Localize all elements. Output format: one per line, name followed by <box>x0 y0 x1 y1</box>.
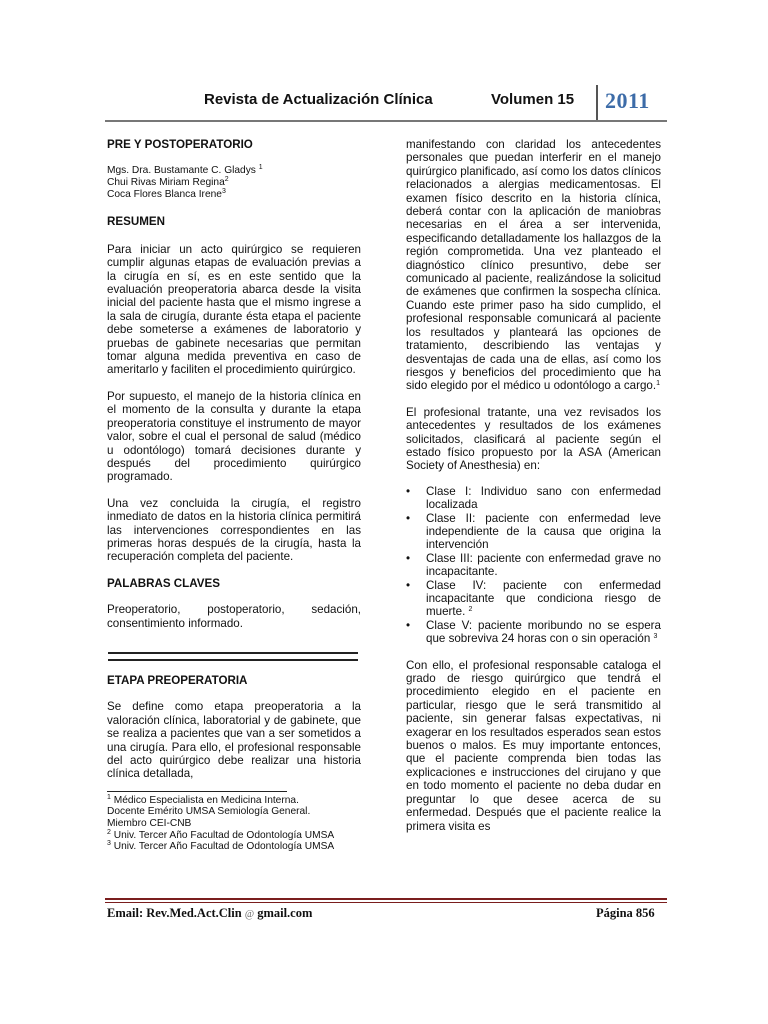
header-separator <box>596 85 598 121</box>
footnote-line: $^3$ Univ. Tercer Año Facultad de Odontología UMSA <box>107 840 335 853</box>
list-item: • Clase II: paciente con enfermedad leve independiente de la causa que origina la intervención <box>406 511 661 552</box>
left-column <box>107 138 361 853</box>
resumen-paragraph-2: Por supuesto, el manejo de la historia clínica en el momento de la consulta y durante la etapa preoperatoria constituye el instrumento de mayor valor, sobre el cual el personal de salud (médico u odontólogo) tomará decisiones durante y después del procedimiento quirúrgico programado. <box>107 389 361 484</box>
keywords-heading: PALABRAS CLAVES <box>107 576 220 590</box>
etapa-heading: ETAPA PREOPERATORIA <box>107 673 248 687</box>
list-item: • Clase III: paciente con enfermedad grave no incapacitante. <box>406 551 661 579</box>
year-label: 2011 <box>605 88 650 113</box>
list-item: • Clase I: Individuo sano con enfermedad localizada <box>406 484 661 512</box>
header-rule <box>105 120 667 122</box>
asa-class-list <box>406 485 661 646</box>
right-column <box>406 138 661 833</box>
right-paragraph-1: manifestando con claridad los antecedentes personales que puedan interferir en el manejo quirúrgico planificado, así como los datos clínicos relacionados a alergias medicamentosas. El examen físico descrito en la historia clínica, deberá contar con la aplicación de maniobras necesarias en el área a ser intervenida, especificando detalladamente los hallazgos de la región comprometida. Una vez planteado el diagnóstico clínico presuntivo, debe ser comunicado al paciente, realizándose la solicitud de exámenes que confirmen la sospecha clínica. Cuando este primer paso ha sido cumplido, el profesional responsable comunicará al paciente los resultados y planteará las opciones de tratamiento, describiendo las ventajas y desventajas de cada una de ellas, así como los riesgos y beneficios del procedimiento que ha sido elegido por el médico u odontólogo a cargo.$^1$ <box>406 138 661 393</box>
etapa-paragraph-1: Se define como etapa preoperatoria a la valoración clínica, laboratorial y de gabinete, que se realiza a pacientes que van a ser sometidos a una cirugía. Para ello, el profesional responsable del acto quirúrgico debe realizar una historia clínica detallada, <box>107 700 361 781</box>
resumen-heading: RESUMEN <box>107 215 165 229</box>
footnote-line: $^1$ Médico Especialista en Medicina Interna. <box>107 793 299 806</box>
footer-rule-thin <box>105 902 667 903</box>
footnote-line: Docente Emérito UMSA Semiología General. <box>107 806 311 818</box>
author-list <box>107 165 361 201</box>
section-divider <box>108 652 358 661</box>
list-item: • Clase V: paciente moribundo no se espera que sobreviva 24 horas con o sin operación $^3$ <box>406 618 661 646</box>
volume-label: Volumen 15 <box>491 91 575 108</box>
resumen-paragraph-1: Para iniciar un acto quirúrgico se requieren cumplir algunas etapas de evaluación previas a la cirugía en sí, es en este sentido que la evaluación preoperatoria abarca desde la visita inicial del paciente hasta que el mismo ingrese a la sala de cirugía, durante ésta etapa el paciente debe someterse a exámenes de laboratorio y pruebas de gabinete necesarias que permitan tomar alguna medida preventiva en caso de ameritarlo y faciliten el procedimiento quirúrgico. <box>107 242 361 377</box>
page-number: Página 856 <box>596 906 655 920</box>
footnote-line: Miembro CEI-CNB <box>107 818 192 829</box>
author-line: Coca Flores Blanca Irene$^3$ <box>107 188 226 201</box>
footer-email: Email: Rev.Med.Act.Clin @ gmail.com <box>107 906 313 920</box>
article-title: PRE Y POSTOPERATORIO <box>107 138 253 151</box>
right-paragraph-3: Con ello, el profesional responsable cataloga el grado de riesgo quirúrgico que tendrá el procedimiento elegido en el paciente en particular, riesgo que le será transmitido al paciente, sin generar falsas expectativas, ni exagerar en los resultados esperados sean estos buenos o malos. Es muy importante entonces, que el paciente comprenda bien todas las explicaciones e instrucciones del cirujano y que en todo momento el paciente no deba dudar en preguntar lo que desee acerca de su enfermedad. Después que el paciente realice la primera visita es <box>406 658 661 833</box>
author-line: Chui Rivas Miriam Regina$^2$ <box>107 176 229 189</box>
footnote-rule <box>107 791 287 792</box>
footer-rule <box>105 898 667 900</box>
keywords-text: Preoperatorio, postoperatorio, sedación, consentimiento informado. <box>107 603 361 630</box>
list-item: • Clase IV: paciente con enfermedad incapacitante que condiciona riesgo de muerte. $^2$ <box>406 578 661 619</box>
footnote-line: $^2$ Univ. Tercer Año Facultad de Odontología UMSA <box>107 828 335 841</box>
resumen-paragraph-3: Una vez concluida la cirugía, el registro inmediato de datos en la historia clínica permitirá las intervenciones correspondientes en las primeras horas después de la cirugía, hasta la recuperación completa del paciente. <box>107 496 361 564</box>
author-line: Mgs. Dra. Bustamante C. Gladys $^1$ <box>107 164 263 177</box>
right-paragraph-2: El profesional tratante, una vez revisados los antecedentes y resultados de los exámenes solicitados, clasificará al paciente según el estado físico propuesto por la ASA (American Society of Anesthesia) en: <box>406 405 661 473</box>
journal-title: Revista de Actualización Clínica <box>204 91 433 108</box>
footnotes <box>107 795 361 853</box>
